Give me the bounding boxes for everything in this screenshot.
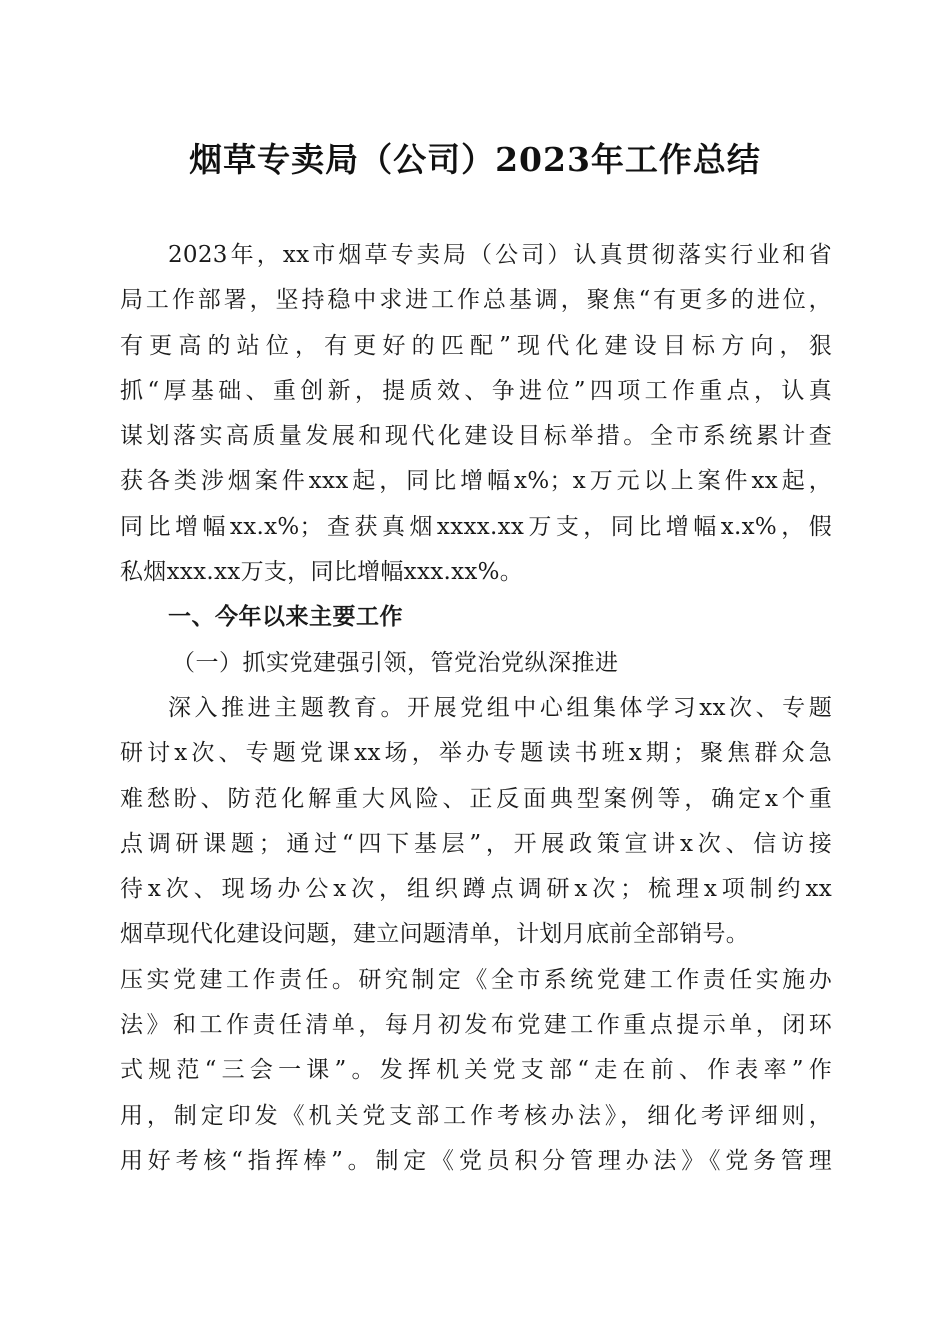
section-heading: 一、今年以来主要工作 (168, 604, 403, 631)
paragraph-line: 烟草现代化建设问题，建立问题清单，计划月底前全部销号。 (120, 921, 750, 948)
document-body (120, 233, 832, 1184)
paragraph-line: 式规范“三会一课”。发挥机关党支部“走在前、作表率”作 (120, 1057, 832, 1084)
paragraph-line: 法》和工作责任清单，每月初发布党建工作重点提示单，闭环 (120, 1012, 832, 1039)
intro-line: 抓“厚基础、重创新，提质效、争进位”四项工作重点，认真 (120, 377, 832, 404)
paragraph-line: 深入推进主题教育。开展党组中心组集体学习xx次、专题 (168, 694, 832, 721)
intro-line: 2023年，xx市烟草专卖局（公司）认真贯彻落实行业和省 (168, 242, 832, 268)
document-title: 烟草专卖局（公司）2023年工作总结 (189, 140, 761, 179)
paragraph-line: 用，制定印发《机关党支部工作考核办法》，细化考评细则， (120, 1102, 832, 1129)
intro-line: 同比增幅xx.x%；查获真烟xxxx.xx万支，同比增幅x.x%，假 (120, 513, 832, 540)
intro-line: 局工作部署，坚持稳中求进工作总基调，聚焦“有更多的进位， (120, 287, 832, 314)
paragraph-line: 待x次、现场办公x次，组织蹲点调研x次；梳理x项制约xx (120, 876, 832, 903)
intro-line: 谋划落实高质量发展和现代化建设目标举措。全市系统累计查 (120, 423, 832, 450)
paragraph-line: 难愁盼、防范化解重大风险、正反面典型案例等，确定x个重 (120, 785, 832, 812)
intro-line: 私烟xxx.xx万支，同比增幅xxx.xx%。 (120, 559, 524, 586)
paragraph-line: 点调研课题；通过“四下基层”，开展政策宣讲x次、信访接 (120, 830, 832, 857)
paragraph-line: 压实党建工作责任。研究制定《全市系统党建工作责任实施办 (120, 966, 832, 993)
paragraph-line: 用好考核“指挥棒”。制定《党员积分管理办法》《党务管理 (120, 1147, 832, 1174)
paragraph-line: 研讨x次、专题党课xx场，举办专题读书班x期；聚焦群众急 (120, 740, 832, 767)
intro-line: 获各类涉烟案件xxx起，同比增幅x%；x万元以上案件xx起， (120, 468, 832, 495)
subsection-heading: （一）抓实党建强引领，管党治党纵深推进 (172, 649, 619, 676)
intro-line: 有更高的站位，有更好的匹配”现代化建设目标方向，狠 (120, 332, 832, 359)
